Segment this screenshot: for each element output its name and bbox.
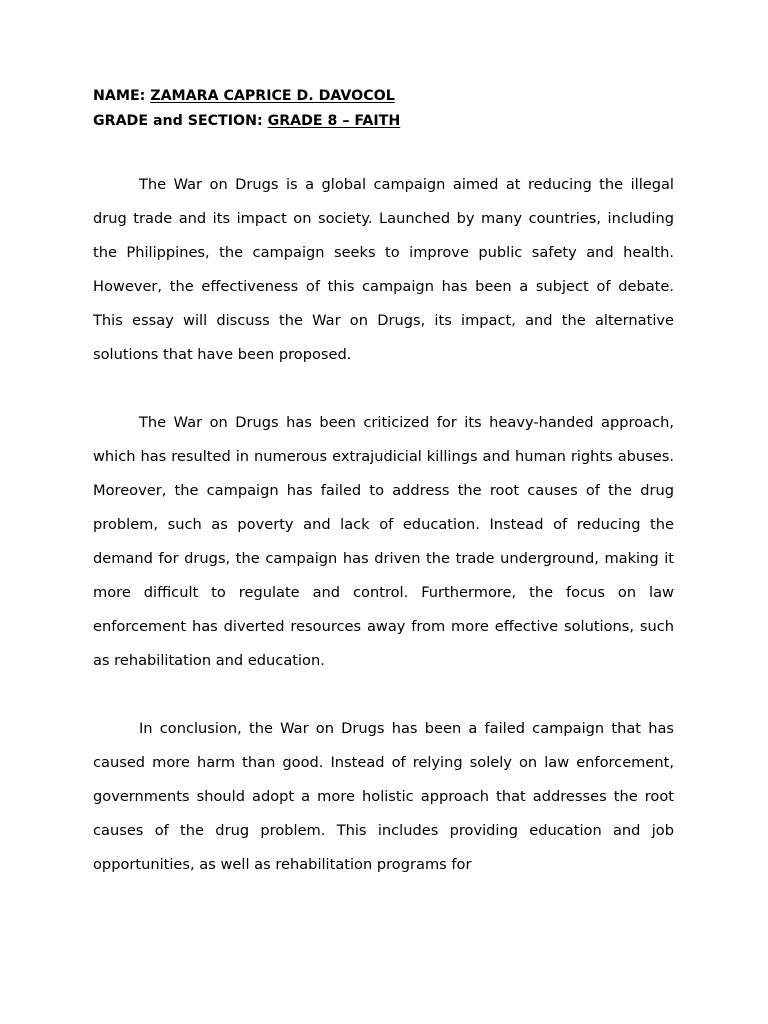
grade-section-line: [93, 109, 674, 134]
document-page: [93, 84, 674, 882]
name-line: [93, 84, 674, 109]
name-label: NAME:: [93, 88, 151, 104]
essay-paragraph-intro: The War on Drugs is a global campaign aimed at reducing the illegal drug trade and its impact on society. Launched by many countries, including the Philippines, the campaign seeks to improve public safety and health. However, the effectiveness of this campaign has been a subject of debate. This essay will discuss the War on Drugs, its impact, and the alternative solutions that have been proposed.: [93, 176, 674, 363]
essay-paragraph-conclusion: In conclusion, the War on Drugs has been a failed campaign that has caused more harm than good. Instead of relying solely on law enforcement, governments should adopt a more holistic approach that addresses the root causes of the drug problem. This includes providing education and job opportunities, as well as rehabilitation programs for: [93, 720, 674, 873]
grade-section-value: GRADE 8 – FAITH: [267, 113, 401, 129]
grade-section-label: GRADE and SECTION:: [93, 113, 268, 129]
essay-paragraph-body: The War on Drugs has been criticized for its heavy-handed approach, which has resulted in numerous extrajudicial killings and human rights abuses. Moreover, the campaign has failed to address the root causes of the drug problem, such as poverty and lack of education. Instead of reducing the demand for drugs, the campaign has driven the trade underground, making it more difficult to regulate and control. Furthermore, the focus on law enforcement has diverted resources away from more effective solutions, such as rehabilitation and education.: [93, 414, 674, 669]
essay-body: [93, 168, 674, 882]
student-name: ZAMARA CAPRICE D. DAVOCOL: [150, 88, 395, 104]
